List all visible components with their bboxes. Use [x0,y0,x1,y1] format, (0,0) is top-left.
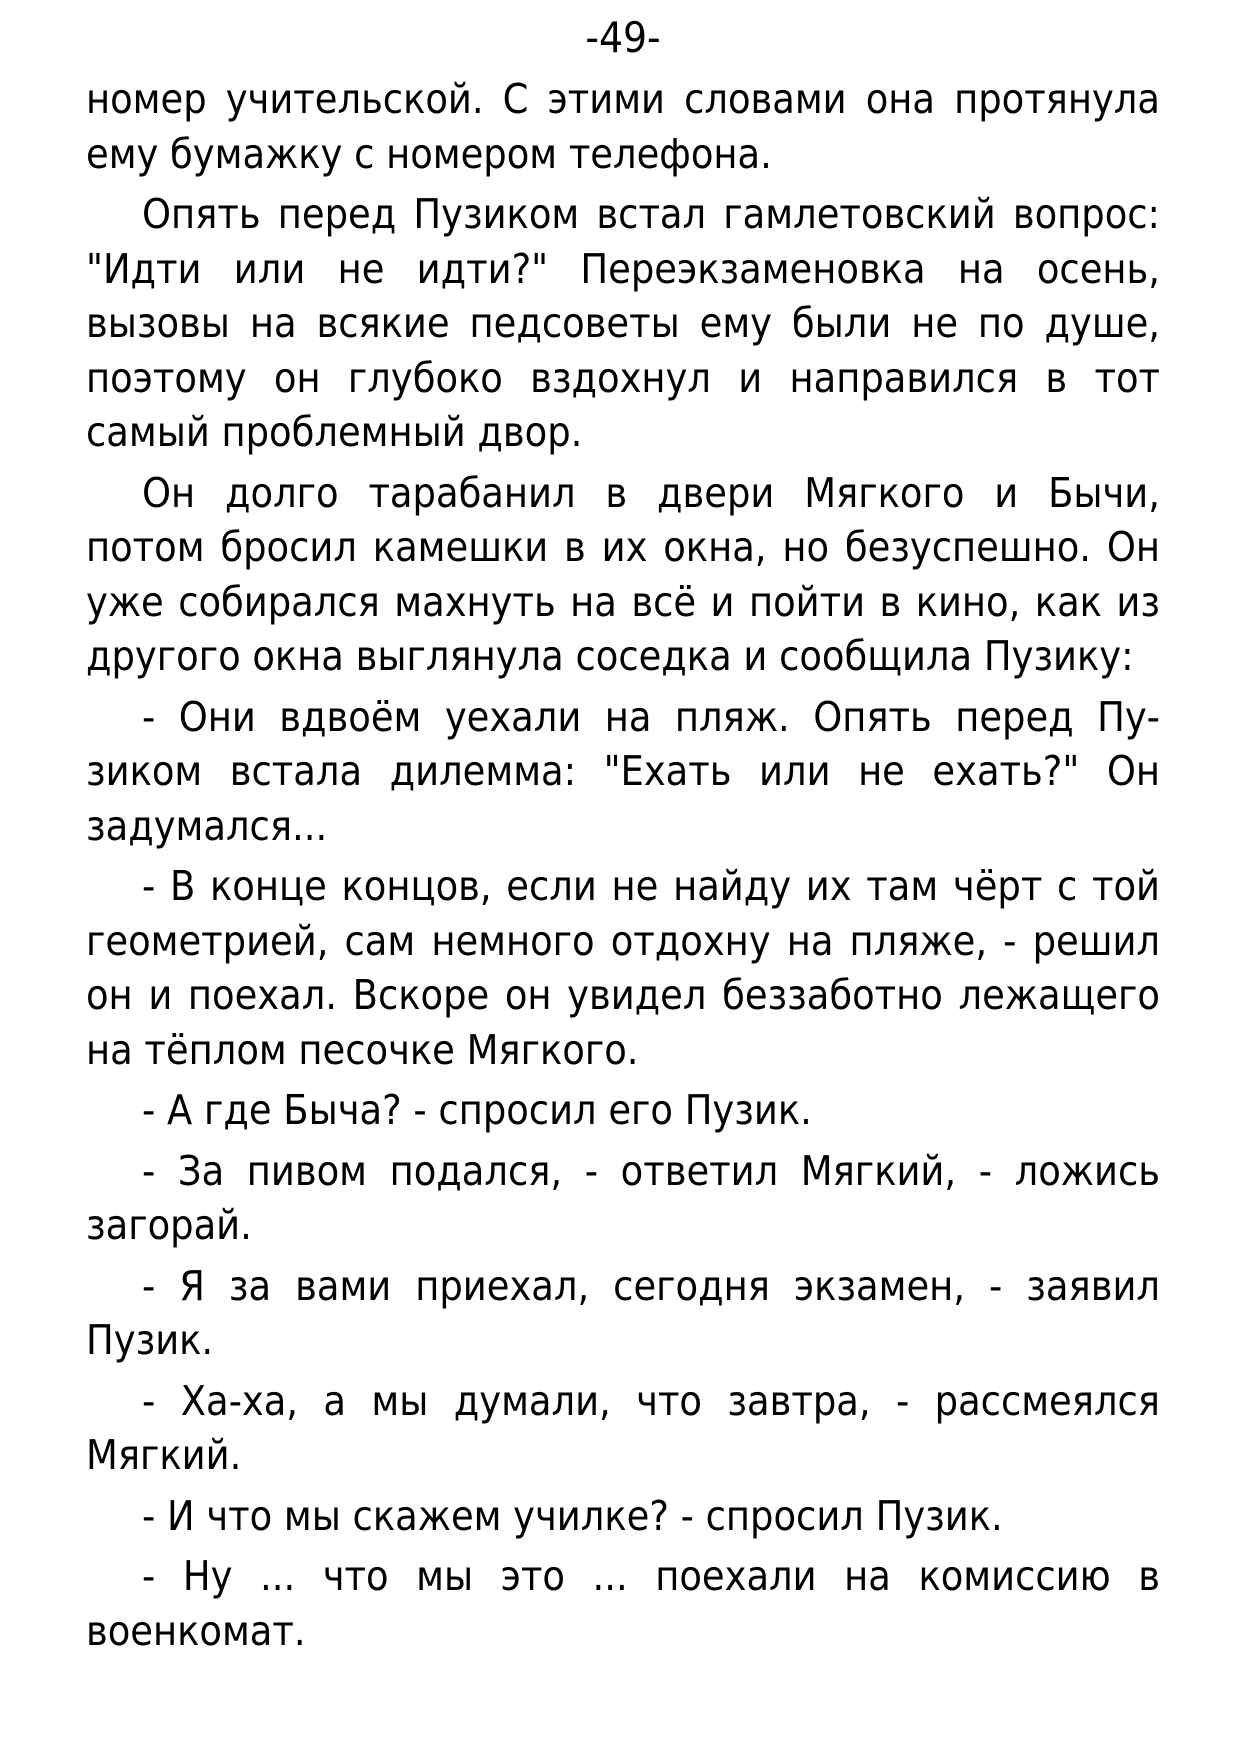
dialogue-line: - Я за вами приехал, сегодня экзамен, - заявил Пузик. [86,1261,1160,1364]
dialogue-line: - За пивом подался, - ответил Мягкий, - ложись загорай. [86,1146,1160,1249]
dialogue-line: - А где Быча? - спросил его Пузик. [142,1086,812,1134]
body-text [86,72,1160,1658]
paragraph-continuation: номер учительской. С этими словами она протянула ему бумажку с номером телефона. [86,75,1160,178]
dialogue-line: - Ну ... что мы это ... поехали на комиссию в военкомат. [86,1552,1160,1655]
dialogue-line: - В конце концов, если не найду их там чёрт с той геометрией, сам немного отдохну на пляже, - решил он и поехал. Вскоре он увидел беззаботно лежащего на тёплом песочке Мягкого. [86,862,1160,1074]
dialogue-line: - Ха-ха, а мы думали, что завтра, - рассмеялся Мягкий. [86,1376,1160,1479]
dialogue-line: - Они вдвоём уехали на пляж. Опять перед Пузиком встала дилемма: "Ехать или не ехать?" Он задумался... [86,692,1160,850]
paragraph: Он долго тарабанил в двери Мягкого и Бычи, потом бросил камешки в их окна, но безуспешно. Он уже собирался махнуть на всё и пойти в кино, как из другого окна выглянула соседка и сообщила Пузику: [86,468,1160,680]
dialogue-line: - И что мы скажем училке? - спросил Пузик. [142,1491,1003,1540]
book-page [86,12,1160,1732]
paragraph: Опять перед Пузиком встал гамлетовский вопрос: "Идти или не идти?" Переэкзаменовка на осень, вызовы на всякие педсоветы ему были не по душе, поэтому он глубоко вздохнул и направился в тот самый проблемный двор. [86,190,1160,456]
page-number: -49- [585,13,661,62]
